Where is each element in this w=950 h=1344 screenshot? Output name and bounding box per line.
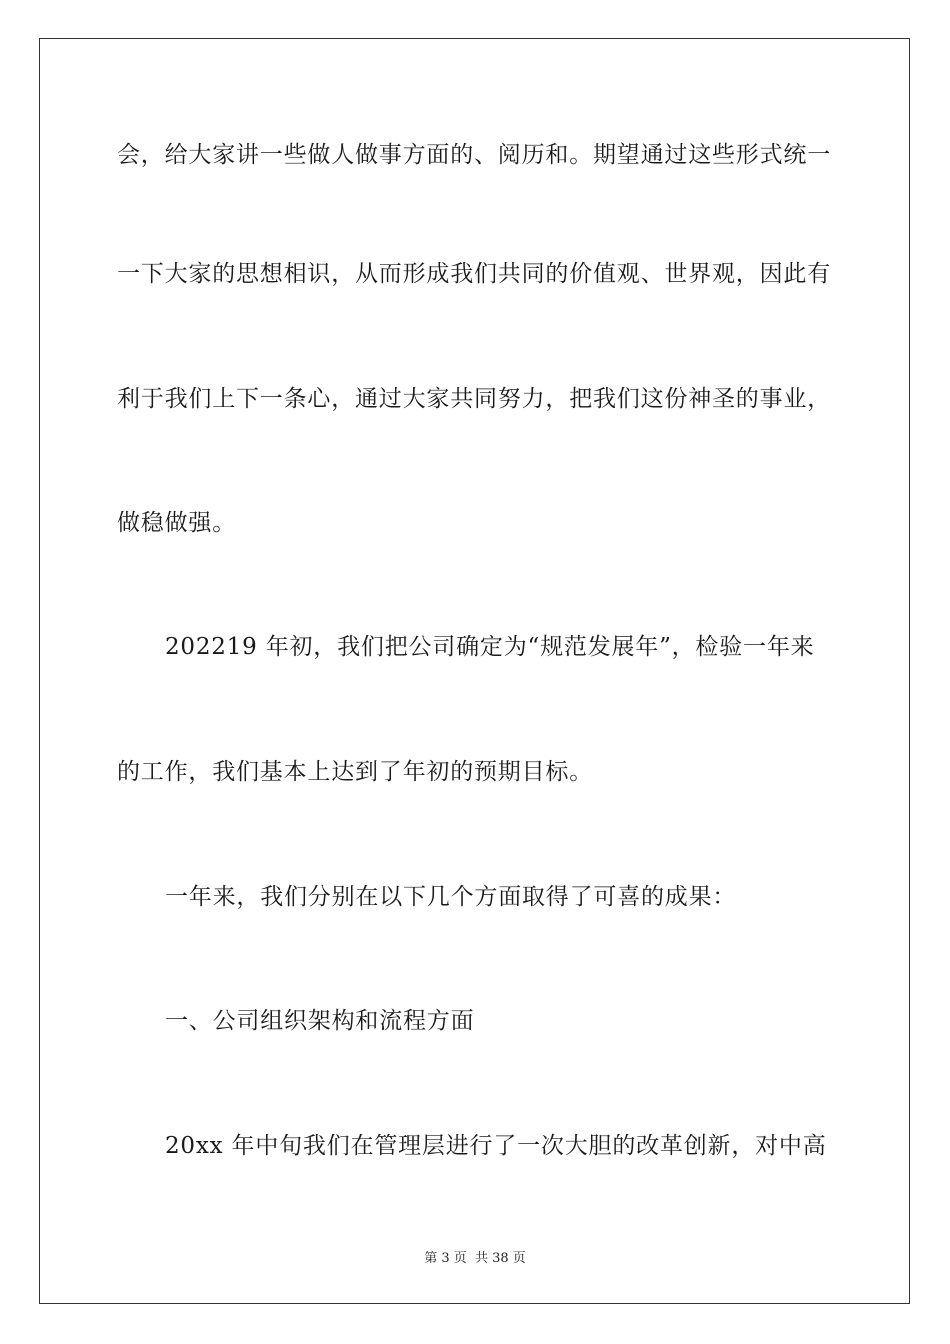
- page-number: 第 3 页: [424, 1251, 467, 1266]
- text-line: 202219 年初，我们把公司确定为“规范发展年”，检验一年来: [165, 634, 815, 660]
- text-line: 一下大家的思想相识，从而形成我们共同的价值观、世界观，因此有: [117, 261, 831, 287]
- page-footer: [0, 1247, 950, 1266]
- text-line: 20xx 年中旬我们在管理层进行了一次大胆的改革创新，对中高: [165, 1133, 827, 1159]
- text-line: 一年来，我们分别在以下几个方面取得了可喜的成果：: [165, 884, 737, 910]
- section-heading: 一、公司组织架构和流程方面: [165, 1008, 475, 1034]
- text-line: 会，给大家讲一些做人做事方面的、阅历和。期望通过这些形式统一: [117, 142, 831, 168]
- text-line: 利于我们上下一条心，通过大家共同努力，把我们这份神圣的事业，: [117, 386, 831, 412]
- total-pages: 共 38 页: [474, 1251, 526, 1266]
- page-border: [39, 38, 910, 1304]
- text-line: 做稳做强。: [117, 510, 236, 536]
- text-line: 的工作，我们基本上达到了年初的预期目标。: [117, 759, 593, 785]
